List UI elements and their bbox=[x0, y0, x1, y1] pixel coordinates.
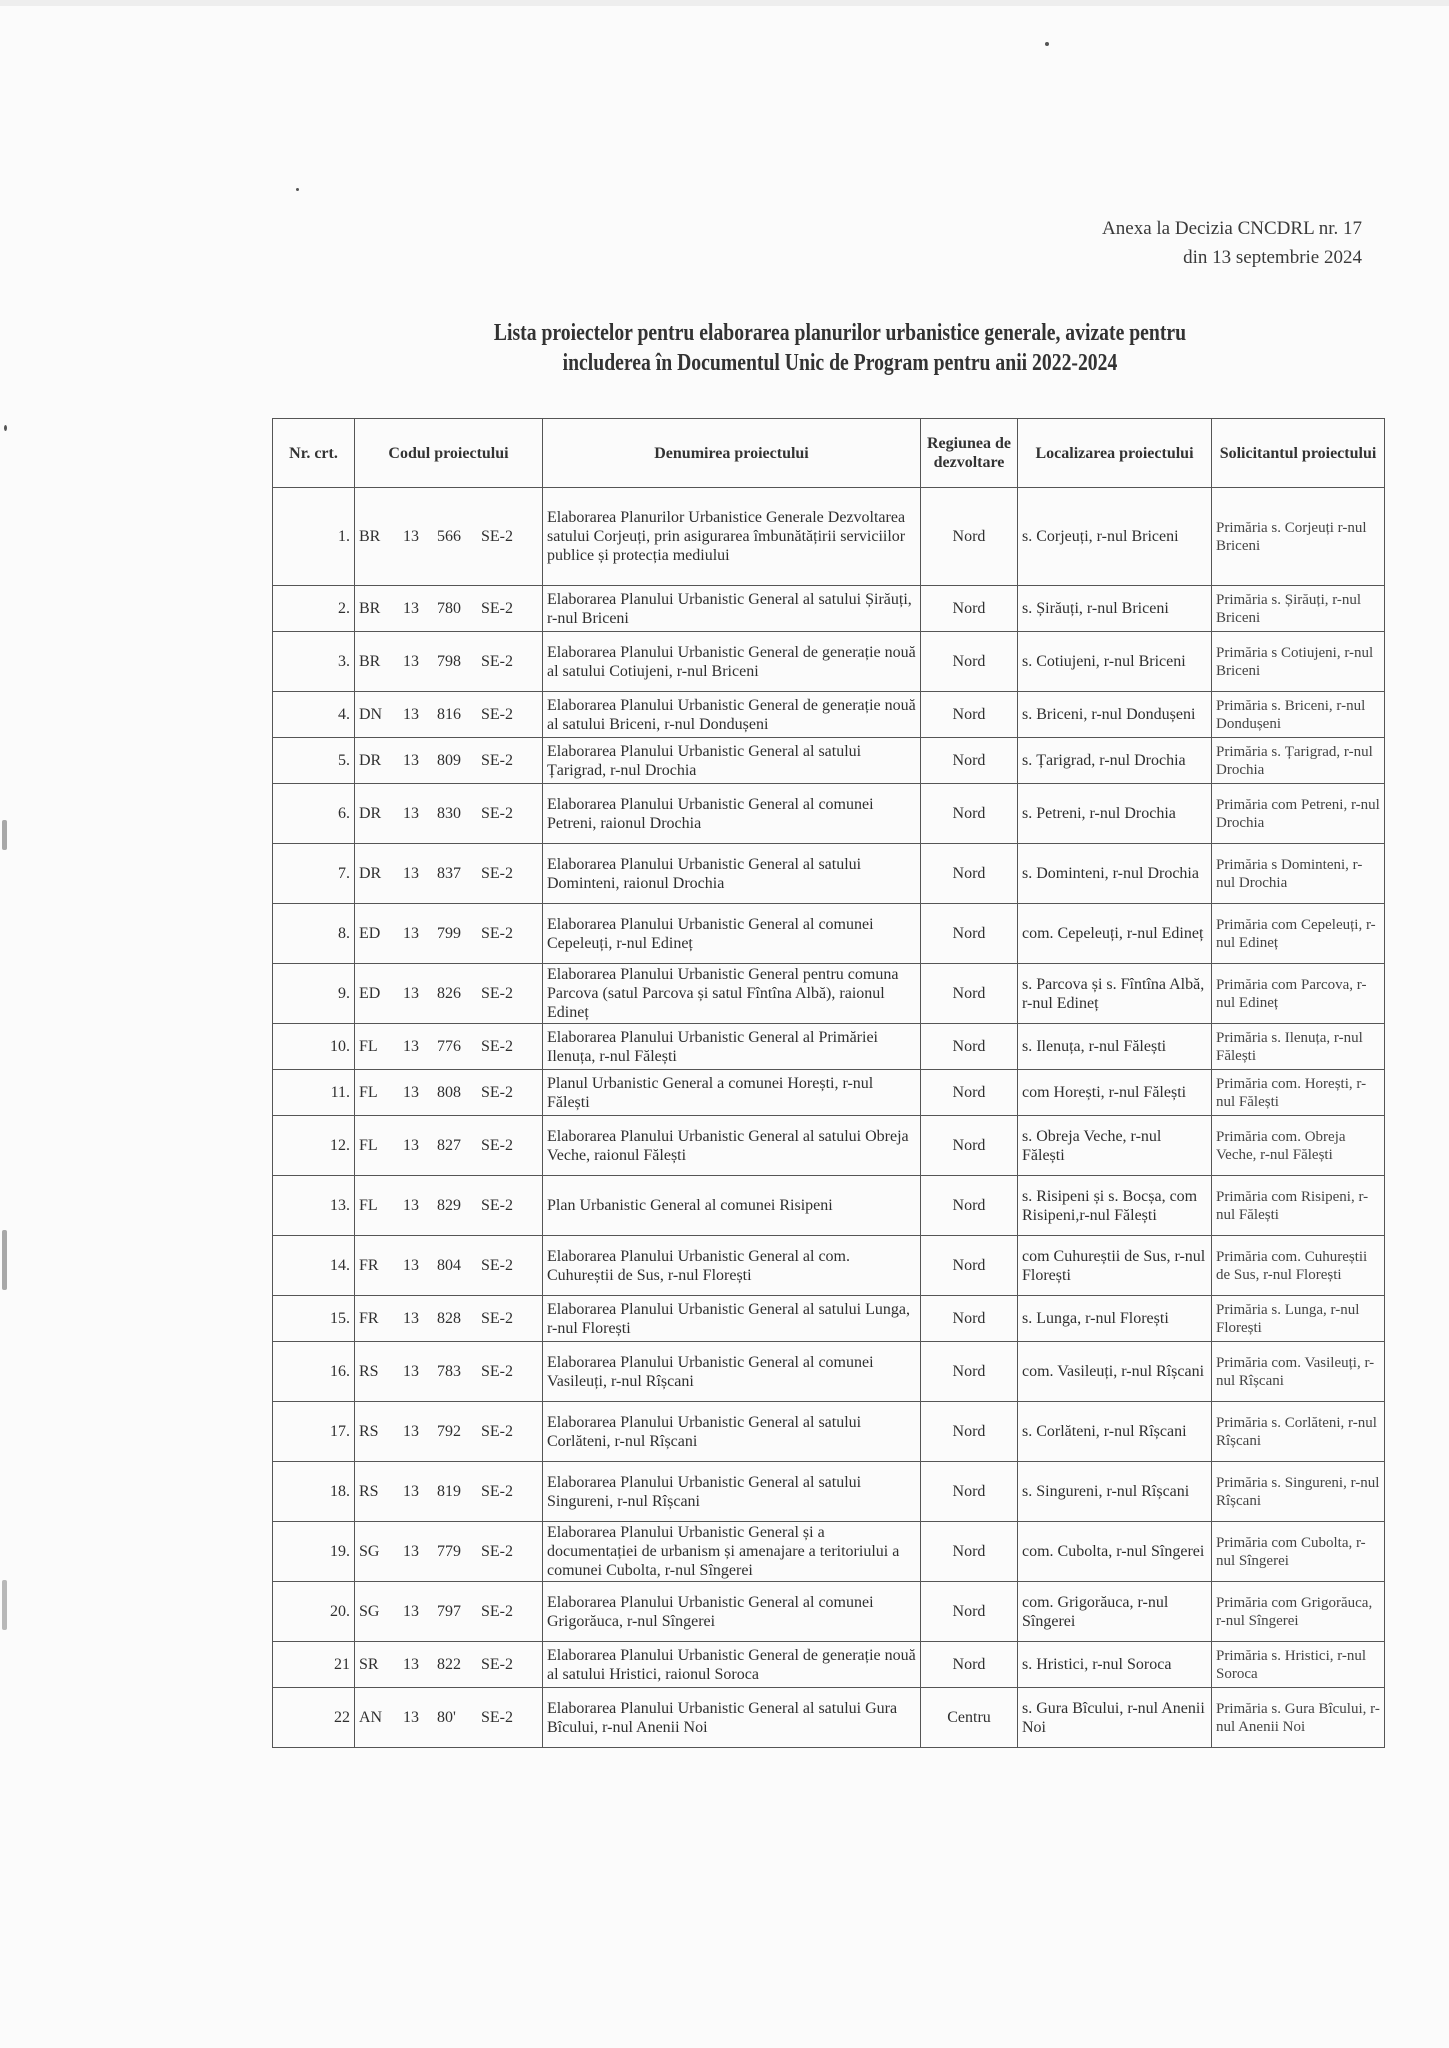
project-code-part: SR bbox=[359, 1656, 379, 1673]
development-region: Nord bbox=[921, 1116, 1018, 1176]
row-number: 18. bbox=[273, 1462, 355, 1522]
project-code-part: 827 bbox=[437, 1137, 461, 1154]
project-code-part: 828 bbox=[437, 1310, 461, 1327]
project-code-part: 13 bbox=[403, 865, 419, 882]
scan-speck bbox=[2, 1230, 7, 1290]
project-applicant: Primăria com Risipeni, r-nul Fălești bbox=[1212, 1176, 1385, 1236]
table-row bbox=[273, 1402, 1385, 1462]
project-code-part: SE-2 bbox=[481, 528, 513, 545]
table-row bbox=[273, 1582, 1385, 1642]
table-row bbox=[273, 632, 1385, 692]
project-name: Elaborarea Planului Urbanistic General pentru comuna Parcova (satul Parcova și satul Fîntîna Albă), raionul Edineț bbox=[543, 964, 921, 1024]
project-name: Planul Urbanistic General a comunei Horești, r-nul Fălești bbox=[543, 1070, 921, 1116]
project-code-part: ED bbox=[359, 985, 381, 1002]
project-name: Elaborarea Planului Urbanistic General de generație nouă al satului Cotiujeni, r-nul Briceni bbox=[543, 632, 921, 692]
project-code-part: 13 bbox=[403, 805, 419, 822]
project-code-part: SE-2 bbox=[481, 1084, 513, 1101]
project-name: Elaborarea Planului Urbanistic General al comunei Vasileuți, r-nul Rîșcani bbox=[543, 1342, 921, 1402]
table-row bbox=[273, 784, 1385, 844]
row-number: 10. bbox=[273, 1024, 355, 1070]
project-applicant: Primăria s. Ilenuța, r-nul Fălești bbox=[1212, 1024, 1385, 1070]
project-applicant: Primăria s. Corlăteni, r-nul Rîșcani bbox=[1212, 1402, 1385, 1462]
project-code-part: FL bbox=[359, 1084, 378, 1101]
project-code-part: 13 bbox=[403, 1483, 419, 1500]
project-code-part: 799 bbox=[437, 925, 461, 942]
table-row bbox=[273, 904, 1385, 964]
project-location: com. Cubolta, r-nul Sîngerei bbox=[1018, 1522, 1212, 1582]
project-code-part: SE-2 bbox=[481, 925, 513, 942]
row-number: 12. bbox=[273, 1116, 355, 1176]
development-region: Nord bbox=[921, 1024, 1018, 1070]
project-applicant: Primăria com. Horești, r-nul Fălești bbox=[1212, 1070, 1385, 1116]
column-header-name: Denumirea proiectului bbox=[543, 419, 921, 488]
project-code bbox=[355, 1024, 543, 1070]
project-code bbox=[355, 632, 543, 692]
project-code-part: 797 bbox=[437, 1603, 461, 1620]
project-code bbox=[355, 1688, 543, 1748]
project-location: s. Lunga, r-nul Florești bbox=[1018, 1296, 1212, 1342]
project-code-part: 13 bbox=[403, 1310, 419, 1327]
project-code-part: SE-2 bbox=[481, 1310, 513, 1327]
project-code bbox=[355, 1462, 543, 1522]
project-code-part: 837 bbox=[437, 865, 461, 882]
project-code bbox=[355, 904, 543, 964]
project-name: Elaborarea Planului Urbanistic General al comunei Grigorăuca, r-nul Sîngerei bbox=[543, 1582, 921, 1642]
row-number: 7. bbox=[273, 844, 355, 904]
project-code-part: 830 bbox=[437, 805, 461, 822]
row-number: 21 bbox=[273, 1642, 355, 1688]
project-applicant: Primăria com. Cuhureștii de Sus, r-nul Florești bbox=[1212, 1236, 1385, 1296]
project-location: s. Obreja Veche, r-nul Fălești bbox=[1018, 1116, 1212, 1176]
project-applicant: Primăria s. Hristici, r-nul Soroca bbox=[1212, 1642, 1385, 1688]
project-code-part: 13 bbox=[403, 600, 419, 617]
project-code bbox=[355, 1296, 543, 1342]
project-code-part: 783 bbox=[437, 1363, 461, 1380]
row-number: 13. bbox=[273, 1176, 355, 1236]
project-applicant: Primăria s. Lunga, r-nul Florești bbox=[1212, 1296, 1385, 1342]
project-code bbox=[355, 1402, 543, 1462]
project-code-part: DN bbox=[359, 706, 383, 723]
project-code bbox=[355, 1176, 543, 1236]
development-region: Nord bbox=[921, 844, 1018, 904]
project-code-part: 13 bbox=[403, 1656, 419, 1673]
project-code-part: 13 bbox=[403, 1197, 419, 1214]
column-header-location: Localizarea proiectului bbox=[1018, 419, 1212, 488]
project-applicant: Primăria com Cubolta, r-nul Sîngerei bbox=[1212, 1522, 1385, 1582]
project-code-part: BR bbox=[359, 528, 381, 545]
project-code-part: 13 bbox=[403, 1038, 419, 1055]
project-location: s. Cotiujeni, r-nul Briceni bbox=[1018, 632, 1212, 692]
project-location: s. Parcova și s. Fîntîna Albă, r-nul Edineț bbox=[1018, 964, 1212, 1024]
table-row bbox=[273, 1116, 1385, 1176]
development-region: Nord bbox=[921, 1582, 1018, 1642]
table-row bbox=[273, 738, 1385, 784]
project-code-part: SE-2 bbox=[481, 1603, 513, 1620]
row-number: 8. bbox=[273, 904, 355, 964]
project-code-part: FR bbox=[359, 1257, 379, 1274]
table-row bbox=[273, 1024, 1385, 1070]
project-code-part: 779 bbox=[437, 1543, 461, 1560]
project-applicant: Primăria com Petreni, r-nul Drochia bbox=[1212, 784, 1385, 844]
row-number: 9. bbox=[273, 964, 355, 1024]
row-number: 22 bbox=[273, 1688, 355, 1748]
project-code bbox=[355, 1522, 543, 1582]
project-location: s. Briceni, r-nul Dondușeni bbox=[1018, 692, 1212, 738]
project-code bbox=[355, 586, 543, 632]
row-number: 3. bbox=[273, 632, 355, 692]
project-code-part: AN bbox=[359, 1709, 383, 1726]
project-name: Elaborarea Planului Urbanistic General de generație nouă al satului Briceni, r-nul Dondușeni bbox=[543, 692, 921, 738]
project-code-part: 809 bbox=[437, 752, 461, 769]
project-code bbox=[355, 1582, 543, 1642]
project-code bbox=[355, 964, 543, 1024]
project-code-part: 829 bbox=[437, 1197, 461, 1214]
project-location: s. Gura Bîcului, r-nul Anenii Noi bbox=[1018, 1688, 1212, 1748]
project-code-part: 780 bbox=[437, 600, 461, 617]
project-code-part: SE-2 bbox=[481, 1709, 513, 1726]
project-code-part: 13 bbox=[403, 1084, 419, 1101]
annex-date-line: din 13 septembrie 2024 bbox=[1183, 247, 1362, 268]
annex-decision-line: Anexa la Decizia CNCDRL nr. 17 bbox=[1102, 218, 1362, 239]
table-row bbox=[273, 586, 1385, 632]
project-location: com. Vasileuți, r-nul Rîșcani bbox=[1018, 1342, 1212, 1402]
project-code-part: 13 bbox=[403, 1137, 419, 1154]
development-region: Nord bbox=[921, 1236, 1018, 1296]
development-region: Nord bbox=[921, 784, 1018, 844]
scan-speck bbox=[296, 188, 299, 191]
project-name: Elaborarea Planului Urbanistic General al satului Șirăuți, r-nul Briceni bbox=[543, 586, 921, 632]
project-location: s. Dominteni, r-nul Drochia bbox=[1018, 844, 1212, 904]
project-applicant: Primăria com Cepeleuți, r-nul Edineț bbox=[1212, 904, 1385, 964]
project-code-part: ED bbox=[359, 925, 381, 942]
project-location: s. Singureni, r-nul Rîșcani bbox=[1018, 1462, 1212, 1522]
project-code-part: SE-2 bbox=[481, 653, 513, 670]
project-code-part: 804 bbox=[437, 1257, 461, 1274]
project-code-part: SE-2 bbox=[481, 1137, 513, 1154]
project-code-part: BR bbox=[359, 653, 381, 670]
project-code-part: 13 bbox=[403, 925, 419, 942]
table-row bbox=[273, 1688, 1385, 1748]
row-number: 6. bbox=[273, 784, 355, 844]
project-code-part: 798 bbox=[437, 653, 461, 670]
development-region: Nord bbox=[921, 692, 1018, 738]
project-code-part: 822 bbox=[437, 1656, 461, 1673]
project-location: com Cuhureștii de Sus, r-nul Florești bbox=[1018, 1236, 1212, 1296]
project-code-part: DR bbox=[359, 752, 382, 769]
development-region: Nord bbox=[921, 488, 1018, 586]
project-code-part: DR bbox=[359, 805, 382, 822]
project-code-part: 13 bbox=[403, 1709, 419, 1726]
project-code bbox=[355, 1070, 543, 1116]
project-location: s. Hristici, r-nul Soroca bbox=[1018, 1642, 1212, 1688]
row-number: 15. bbox=[273, 1296, 355, 1342]
development-region: Nord bbox=[921, 1462, 1018, 1522]
project-code-part: 816 bbox=[437, 706, 461, 723]
row-number: 16. bbox=[273, 1342, 355, 1402]
development-region: Nord bbox=[921, 964, 1018, 1024]
project-code-part: SE-2 bbox=[481, 1423, 513, 1440]
project-location: s. Corlăteni, r-nul Rîșcani bbox=[1018, 1402, 1212, 1462]
project-name: Elaborarea Planului Urbanistic General al com. Cuhureștii de Sus, r-nul Florești bbox=[543, 1236, 921, 1296]
table-row bbox=[273, 692, 1385, 738]
project-applicant: Primăria s Cotiujeni, r-nul Briceni bbox=[1212, 632, 1385, 692]
project-code-part: FL bbox=[359, 1197, 378, 1214]
project-name: Elaborarea Planului Urbanistic General al satului Singureni, r-nul Rîșcani bbox=[543, 1462, 921, 1522]
table-row bbox=[273, 1642, 1385, 1688]
project-code-part: FL bbox=[359, 1038, 378, 1055]
development-region: Nord bbox=[921, 1296, 1018, 1342]
project-code-part: SE-2 bbox=[481, 1483, 513, 1500]
table-row bbox=[273, 1296, 1385, 1342]
development-region: Nord bbox=[921, 904, 1018, 964]
project-code-part: DR bbox=[359, 865, 382, 882]
scan-speck bbox=[1045, 42, 1049, 46]
row-number: 1. bbox=[273, 488, 355, 586]
project-location: com. Grigorăuca, r-nul Sîngerei bbox=[1018, 1582, 1212, 1642]
project-code-part: 819 bbox=[437, 1483, 461, 1500]
table-header-row bbox=[273, 419, 1385, 488]
project-code-part: SE-2 bbox=[481, 1038, 513, 1055]
development-region: Nord bbox=[921, 586, 1018, 632]
project-code-part: SE-2 bbox=[481, 1656, 513, 1673]
project-name: Elaborarea Planului Urbanistic General al Primăriei Ilenuța, r-nul Fălești bbox=[543, 1024, 921, 1070]
table-row bbox=[273, 1236, 1385, 1296]
project-applicant: Primăria s. Gura Bîcului, r-nul Anenii Noi bbox=[1212, 1688, 1385, 1748]
project-code bbox=[355, 738, 543, 784]
project-applicant: Primăria s. Briceni, r-nul Dondușeni bbox=[1212, 692, 1385, 738]
scan-speck bbox=[2, 1580, 7, 1630]
project-name: Elaborarea Planului Urbanistic General al satului Lunga, r-nul Florești bbox=[543, 1296, 921, 1342]
project-code-part: 826 bbox=[437, 985, 461, 1002]
project-code-part: SE-2 bbox=[481, 1363, 513, 1380]
row-number: 17. bbox=[273, 1402, 355, 1462]
project-code-part: 13 bbox=[403, 653, 419, 670]
title-line-1: Lista proiectelor pentru elaborarea planurilor urbanistice generale, avizate pentru bbox=[493, 320, 1187, 346]
project-code-part: SE-2 bbox=[481, 865, 513, 882]
row-number: 2. bbox=[273, 586, 355, 632]
project-code-part: 13 bbox=[403, 1423, 419, 1440]
column-header-applicant: Solicitantul proiectului bbox=[1212, 419, 1385, 488]
project-code-part: 13 bbox=[403, 706, 419, 723]
project-code bbox=[355, 784, 543, 844]
project-code-part: RS bbox=[359, 1483, 379, 1500]
project-code-part: 566 bbox=[437, 528, 461, 545]
development-region: Nord bbox=[921, 738, 1018, 784]
project-applicant: Primăria s. Singureni, r-nul Rîșcani bbox=[1212, 1462, 1385, 1522]
project-code-part: 13 bbox=[403, 528, 419, 545]
development-region: Nord bbox=[921, 1342, 1018, 1402]
row-number: 4. bbox=[273, 692, 355, 738]
project-code-part: FL bbox=[359, 1137, 378, 1154]
project-code-part: BR bbox=[359, 600, 381, 617]
project-applicant: Primăria com Grigorăuca, r-nul Sîngerei bbox=[1212, 1582, 1385, 1642]
project-location: com. Cepeleuți, r-nul Edineț bbox=[1018, 904, 1212, 964]
project-name: Elaborarea Planului Urbanistic General al satului Corlăteni, r-nul Rîșcani bbox=[543, 1402, 921, 1462]
project-code-part: SG bbox=[359, 1603, 380, 1620]
scan-speck bbox=[4, 425, 7, 431]
project-code bbox=[355, 844, 543, 904]
project-code-part: SE-2 bbox=[481, 1197, 513, 1214]
project-name: Elaborarea Planului Urbanistic General al comunei Cepeleuți, r-nul Edineț bbox=[543, 904, 921, 964]
table-row bbox=[273, 1342, 1385, 1402]
row-number: 20. bbox=[273, 1582, 355, 1642]
project-code-part: 13 bbox=[403, 752, 419, 769]
project-name: Elaborarea Planului Urbanistic General al comunei Petreni, raionul Drochia bbox=[543, 784, 921, 844]
project-name: Plan Urbanistic General al comunei Risipeni bbox=[543, 1176, 921, 1236]
project-applicant: Primăria s Dominteni, r-nul Drochia bbox=[1212, 844, 1385, 904]
document-title bbox=[430, 318, 1250, 378]
project-name: Elaborarea Planurilor Urbanistice Generale Dezvoltarea satului Corjeuți, prin asigurarea îmbunătățirii serviciilor publice și protecția mediului bbox=[543, 488, 921, 586]
column-header-code: Codul proiectului bbox=[355, 419, 543, 488]
title-line-2: includerea în Documentul Unic de Program pentru anii 2022-2024 bbox=[562, 350, 1118, 376]
column-header-region: Regiunea de dezvoltare bbox=[921, 419, 1018, 488]
project-code-part: RS bbox=[359, 1423, 379, 1440]
project-code-part: SE-2 bbox=[481, 752, 513, 769]
project-code-part: FR bbox=[359, 1310, 379, 1327]
scan-speck bbox=[2, 820, 7, 850]
development-region: Centru bbox=[921, 1688, 1018, 1748]
project-code bbox=[355, 1236, 543, 1296]
project-code bbox=[355, 1642, 543, 1688]
row-number: 19. bbox=[273, 1522, 355, 1582]
project-code-part: 13 bbox=[403, 1543, 419, 1560]
projects-table bbox=[272, 418, 1385, 1748]
project-code-part: 792 bbox=[437, 1423, 461, 1440]
project-applicant: Primăria com Parcova, r-nul Edineț bbox=[1212, 964, 1385, 1024]
project-name: Elaborarea Planului Urbanistic General și a documentației de urbanism și amenajare a teritoriului a comunei Cubolta, r-nul Sîngerei bbox=[543, 1522, 921, 1582]
row-number: 5. bbox=[273, 738, 355, 784]
column-header-nr: Nr. crt. bbox=[273, 419, 355, 488]
project-applicant: Primăria com. Vasileuți, r-nul Rîșcani bbox=[1212, 1342, 1385, 1402]
project-code bbox=[355, 488, 543, 586]
project-code-part: SE-2 bbox=[481, 805, 513, 822]
development-region: Nord bbox=[921, 632, 1018, 692]
project-applicant: Primăria s. Țarigrad, r-nul Drochia bbox=[1212, 738, 1385, 784]
row-number: 14. bbox=[273, 1236, 355, 1296]
table-row bbox=[273, 964, 1385, 1024]
project-applicant: Primăria s. Corjeuți r-nul Briceni bbox=[1212, 488, 1385, 586]
project-applicant: Primăria s. Șirăuți, r-nul Briceni bbox=[1212, 586, 1385, 632]
project-code bbox=[355, 1342, 543, 1402]
project-location: s. Ilenuța, r-nul Fălești bbox=[1018, 1024, 1212, 1070]
project-name: Elaborarea Planului Urbanistic General al satului Obreja Veche, raionul Fălești bbox=[543, 1116, 921, 1176]
development-region: Nord bbox=[921, 1402, 1018, 1462]
project-code-part: SE-2 bbox=[481, 1543, 513, 1560]
project-code-part: 776 bbox=[437, 1038, 461, 1055]
project-name: Elaborarea Planului Urbanistic General al satului Dominteni, raionul Drochia bbox=[543, 844, 921, 904]
project-code-part: 13 bbox=[403, 1257, 419, 1274]
table-row bbox=[273, 488, 1385, 586]
project-code-part: SE-2 bbox=[481, 706, 513, 723]
project-location: com Horești, r-nul Fălești bbox=[1018, 1070, 1212, 1116]
project-location: s. Risipeni și s. Bocșa, com Risipeni,r-nul Fălești bbox=[1018, 1176, 1212, 1236]
table-row bbox=[273, 844, 1385, 904]
development-region: Nord bbox=[921, 1176, 1018, 1236]
project-code-part: 13 bbox=[403, 1603, 419, 1620]
project-code bbox=[355, 692, 543, 738]
project-code-part: SE-2 bbox=[481, 985, 513, 1002]
row-number: 11. bbox=[273, 1070, 355, 1116]
project-code-part: RS bbox=[359, 1363, 379, 1380]
project-code-part: 80' bbox=[437, 1709, 456, 1726]
project-location: s. Șirăuți, r-nul Briceni bbox=[1018, 586, 1212, 632]
development-region: Nord bbox=[921, 1642, 1018, 1688]
project-location: s. Corjeuți, r-nul Briceni bbox=[1018, 488, 1212, 586]
table-row bbox=[273, 1070, 1385, 1116]
scan-edge bbox=[0, 0, 1449, 6]
project-location: s. Țarigrad, r-nul Drochia bbox=[1018, 738, 1212, 784]
table-row bbox=[273, 1522, 1385, 1582]
project-code-part: 13 bbox=[403, 985, 419, 1002]
project-name: Elaborarea Planului Urbanistic General al satului Gura Bîcului, r-nul Anenii Noi bbox=[543, 1688, 921, 1748]
project-name: Elaborarea Planului Urbanistic General de generație nouă al satului Hristici, raionul Soroca bbox=[543, 1642, 921, 1688]
table-row bbox=[273, 1176, 1385, 1236]
project-code-part: SG bbox=[359, 1543, 380, 1560]
development-region: Nord bbox=[921, 1522, 1018, 1582]
project-code bbox=[355, 1116, 543, 1176]
project-code-part: 13 bbox=[403, 1363, 419, 1380]
project-code-part: SE-2 bbox=[481, 600, 513, 617]
project-applicant: Primăria com. Obreja Veche, r-nul Fălești bbox=[1212, 1116, 1385, 1176]
development-region: Nord bbox=[921, 1070, 1018, 1116]
annex-reference bbox=[1102, 214, 1362, 272]
project-code-part: SE-2 bbox=[481, 1257, 513, 1274]
table-row bbox=[273, 1462, 1385, 1522]
project-location: s. Petreni, r-nul Drochia bbox=[1018, 784, 1212, 844]
project-code-part: 808 bbox=[437, 1084, 461, 1101]
project-name: Elaborarea Planului Urbanistic General al satului Țarigrad, r-nul Drochia bbox=[543, 738, 921, 784]
